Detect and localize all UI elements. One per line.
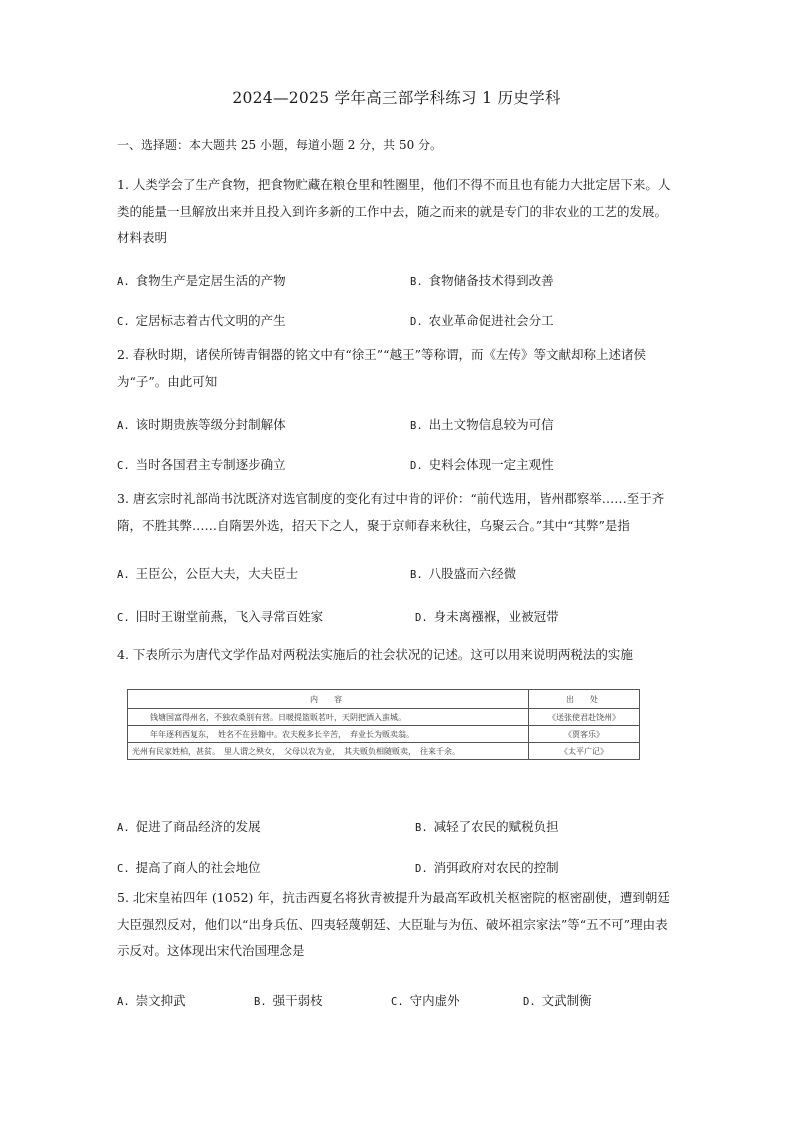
option-letter: C. (391, 996, 404, 1008)
question-4-stem: 4. 下表所示为唐代文学作品对两税法实施后的社会状况的记述。这可以用来说明两税法的实施 (117, 647, 633, 662)
tax-law-table (127, 689, 640, 760)
table-cell-source: 《贾客乐》 (529, 726, 640, 743)
table-cell-content: 光州有民家姓柏，甚贫。 里人谓之殃女， 父母以农为业， 其夫贩负相随贩卖， 往来千余。 (128, 743, 529, 760)
option-letter: A. (117, 822, 130, 834)
question-3-stem: 3. 唐玄宗时礼部尚书沈既济对选官制度的变化有过中肯的评价：“前代选用，皆州郡察举……至于齐隋，不胜其弊……自隋罢外选，招天下之人，聚于京师春来秋往，乌聚云合。”其中“其弊”是指 (117, 491, 665, 533)
option-letter: A. (117, 996, 130, 1008)
question-2-option-d[interactable] (410, 455, 554, 473)
question-4-option-a[interactable] (117, 817, 261, 835)
option-text: 守内虚外 (409, 993, 460, 1008)
option-text: 食物生产是定居生活的产物 (135, 273, 286, 288)
question-1-option-a[interactable] (117, 271, 286, 289)
option-letter: D. (410, 316, 423, 328)
table-cell-source: 《送张使君赴饶州》 (529, 709, 640, 726)
option-text: 减轻了农民的赋税负担 (433, 819, 559, 834)
table-cell-content: 年年逐利西复东， 姓名不在县籍中。农夫税多长辛苦， 弃业长为贩卖翁。 (128, 726, 529, 743)
option-text: 农业革命促进社会分工 (428, 313, 554, 328)
option-letter: B. (254, 996, 267, 1008)
option-text: 当时各国君主专制逐步确立 (135, 457, 286, 472)
question-5-option-a[interactable] (117, 991, 186, 1009)
option-text: 王臣公，公臣大夫，大夫臣士 (135, 566, 299, 581)
question-1-option-d[interactable] (410, 311, 554, 329)
option-letter: C. (117, 460, 130, 472)
question-3-option-c[interactable] (117, 607, 323, 625)
option-letter: D. (410, 460, 423, 472)
option-text: 文武制衡 (541, 993, 592, 1008)
question-1-stem: 1. 人类学会了生产食物，把食物贮藏在粮仓里和牲圈里，他们不得不而且也有能力大批定居下来。人类的能量一旦解放出来并且投入到许多新的工作中去，随之而来的就是专门的非农业的工艺的发展。材料表明 (117, 177, 671, 245)
option-letter: D. (523, 996, 536, 1008)
option-text: 促进了商品经济的发展 (135, 819, 261, 834)
option-text: 出土文物信息较为可信 (428, 417, 554, 432)
question-2-stem: 2. 春秋时期，诸侯所铸青铜器的铭文中有“徐王”“越王”等称谓，而《左传》等文献却称上述诸侯为“子”。由此可知 (117, 347, 646, 389)
option-text: 身未离襁褓，业被冠带 (433, 609, 559, 624)
question-3-option-d[interactable] (415, 607, 559, 625)
question-3-option-a[interactable] (117, 564, 298, 582)
option-letter: D. (415, 863, 428, 875)
question-5-option-b[interactable] (254, 991, 323, 1009)
table-cell-source: 《太平广记》 (529, 743, 640, 760)
table-cell-content: 钱塘国富得州名，不独农桑别有营。日暖提篮販茗叶，天阴把酒入蛮城。 (128, 709, 529, 726)
table-row (128, 743, 640, 760)
option-letter: C. (117, 316, 130, 328)
option-text: 旧时王谢堂前燕，飞入寻常百姓家 (135, 609, 324, 624)
option-text: 提高了商人的社会地位 (135, 860, 261, 875)
question-5-option-d[interactable] (523, 991, 592, 1009)
question-3-option-b[interactable] (410, 564, 516, 582)
option-letter: A. (117, 276, 130, 288)
option-letter: A. (117, 420, 130, 432)
option-text: 消弭政府对农民的控制 (433, 860, 559, 875)
option-text: 强干弱枝 (272, 993, 323, 1008)
table-row (128, 726, 640, 743)
page-title: 2024—2025 学年高三部学科练习 1 历史学科 (232, 89, 561, 107)
option-text: 八股盛而六经微 (428, 566, 517, 581)
option-text: 食物储备技术得到改善 (428, 273, 554, 288)
option-letter: B. (410, 276, 423, 288)
option-letter: C. (117, 863, 130, 875)
table-header-content: 内 容 (128, 690, 529, 709)
option-text: 史料会体现一定主观性 (428, 457, 554, 472)
option-text: 该时期贵族等级分封制解体 (135, 417, 286, 432)
question-4-option-d[interactable] (415, 858, 559, 876)
question-2-option-c[interactable] (117, 455, 286, 473)
option-letter: C. (117, 612, 130, 624)
option-text: 定居标志着古代文明的产生 (135, 313, 286, 328)
table-header-source: 出 处 (529, 690, 640, 709)
question-5-stem: 5. 北宋皇祐四年 (1052) 年，抗击西夏名将狄青被提升为最高军政机关枢密院的枢密副使，遭到朝廷大臣强烈反对，他们以“出身兵伍、四夷轻蔑朝廷、大臣耻与为伍、破坏祖宗家法”等“五不可”理由表示反对。这体现出宋代治国理念是 (117, 890, 670, 958)
option-letter: B. (410, 420, 423, 432)
question-2-option-a[interactable] (117, 415, 286, 433)
question-5-option-c[interactable] (391, 991, 460, 1009)
section-heading: 一、选择题：本大题共 25 小题，每道小题 2 分，共 50 分。 (117, 138, 443, 152)
option-letter: B. (415, 822, 428, 834)
option-letter: A. (117, 569, 130, 581)
option-letter: B. (410, 569, 423, 581)
question-4-option-c[interactable] (117, 858, 261, 876)
question-2-option-b[interactable] (410, 415, 554, 433)
option-letter: D. (415, 612, 428, 624)
question-1-option-b[interactable] (410, 271, 554, 289)
table-row (128, 709, 640, 726)
question-4-option-b[interactable] (415, 817, 559, 835)
question-1-option-c[interactable] (117, 311, 286, 329)
option-text: 崇文抑武 (135, 993, 186, 1008)
table-header-row (128, 690, 640, 709)
